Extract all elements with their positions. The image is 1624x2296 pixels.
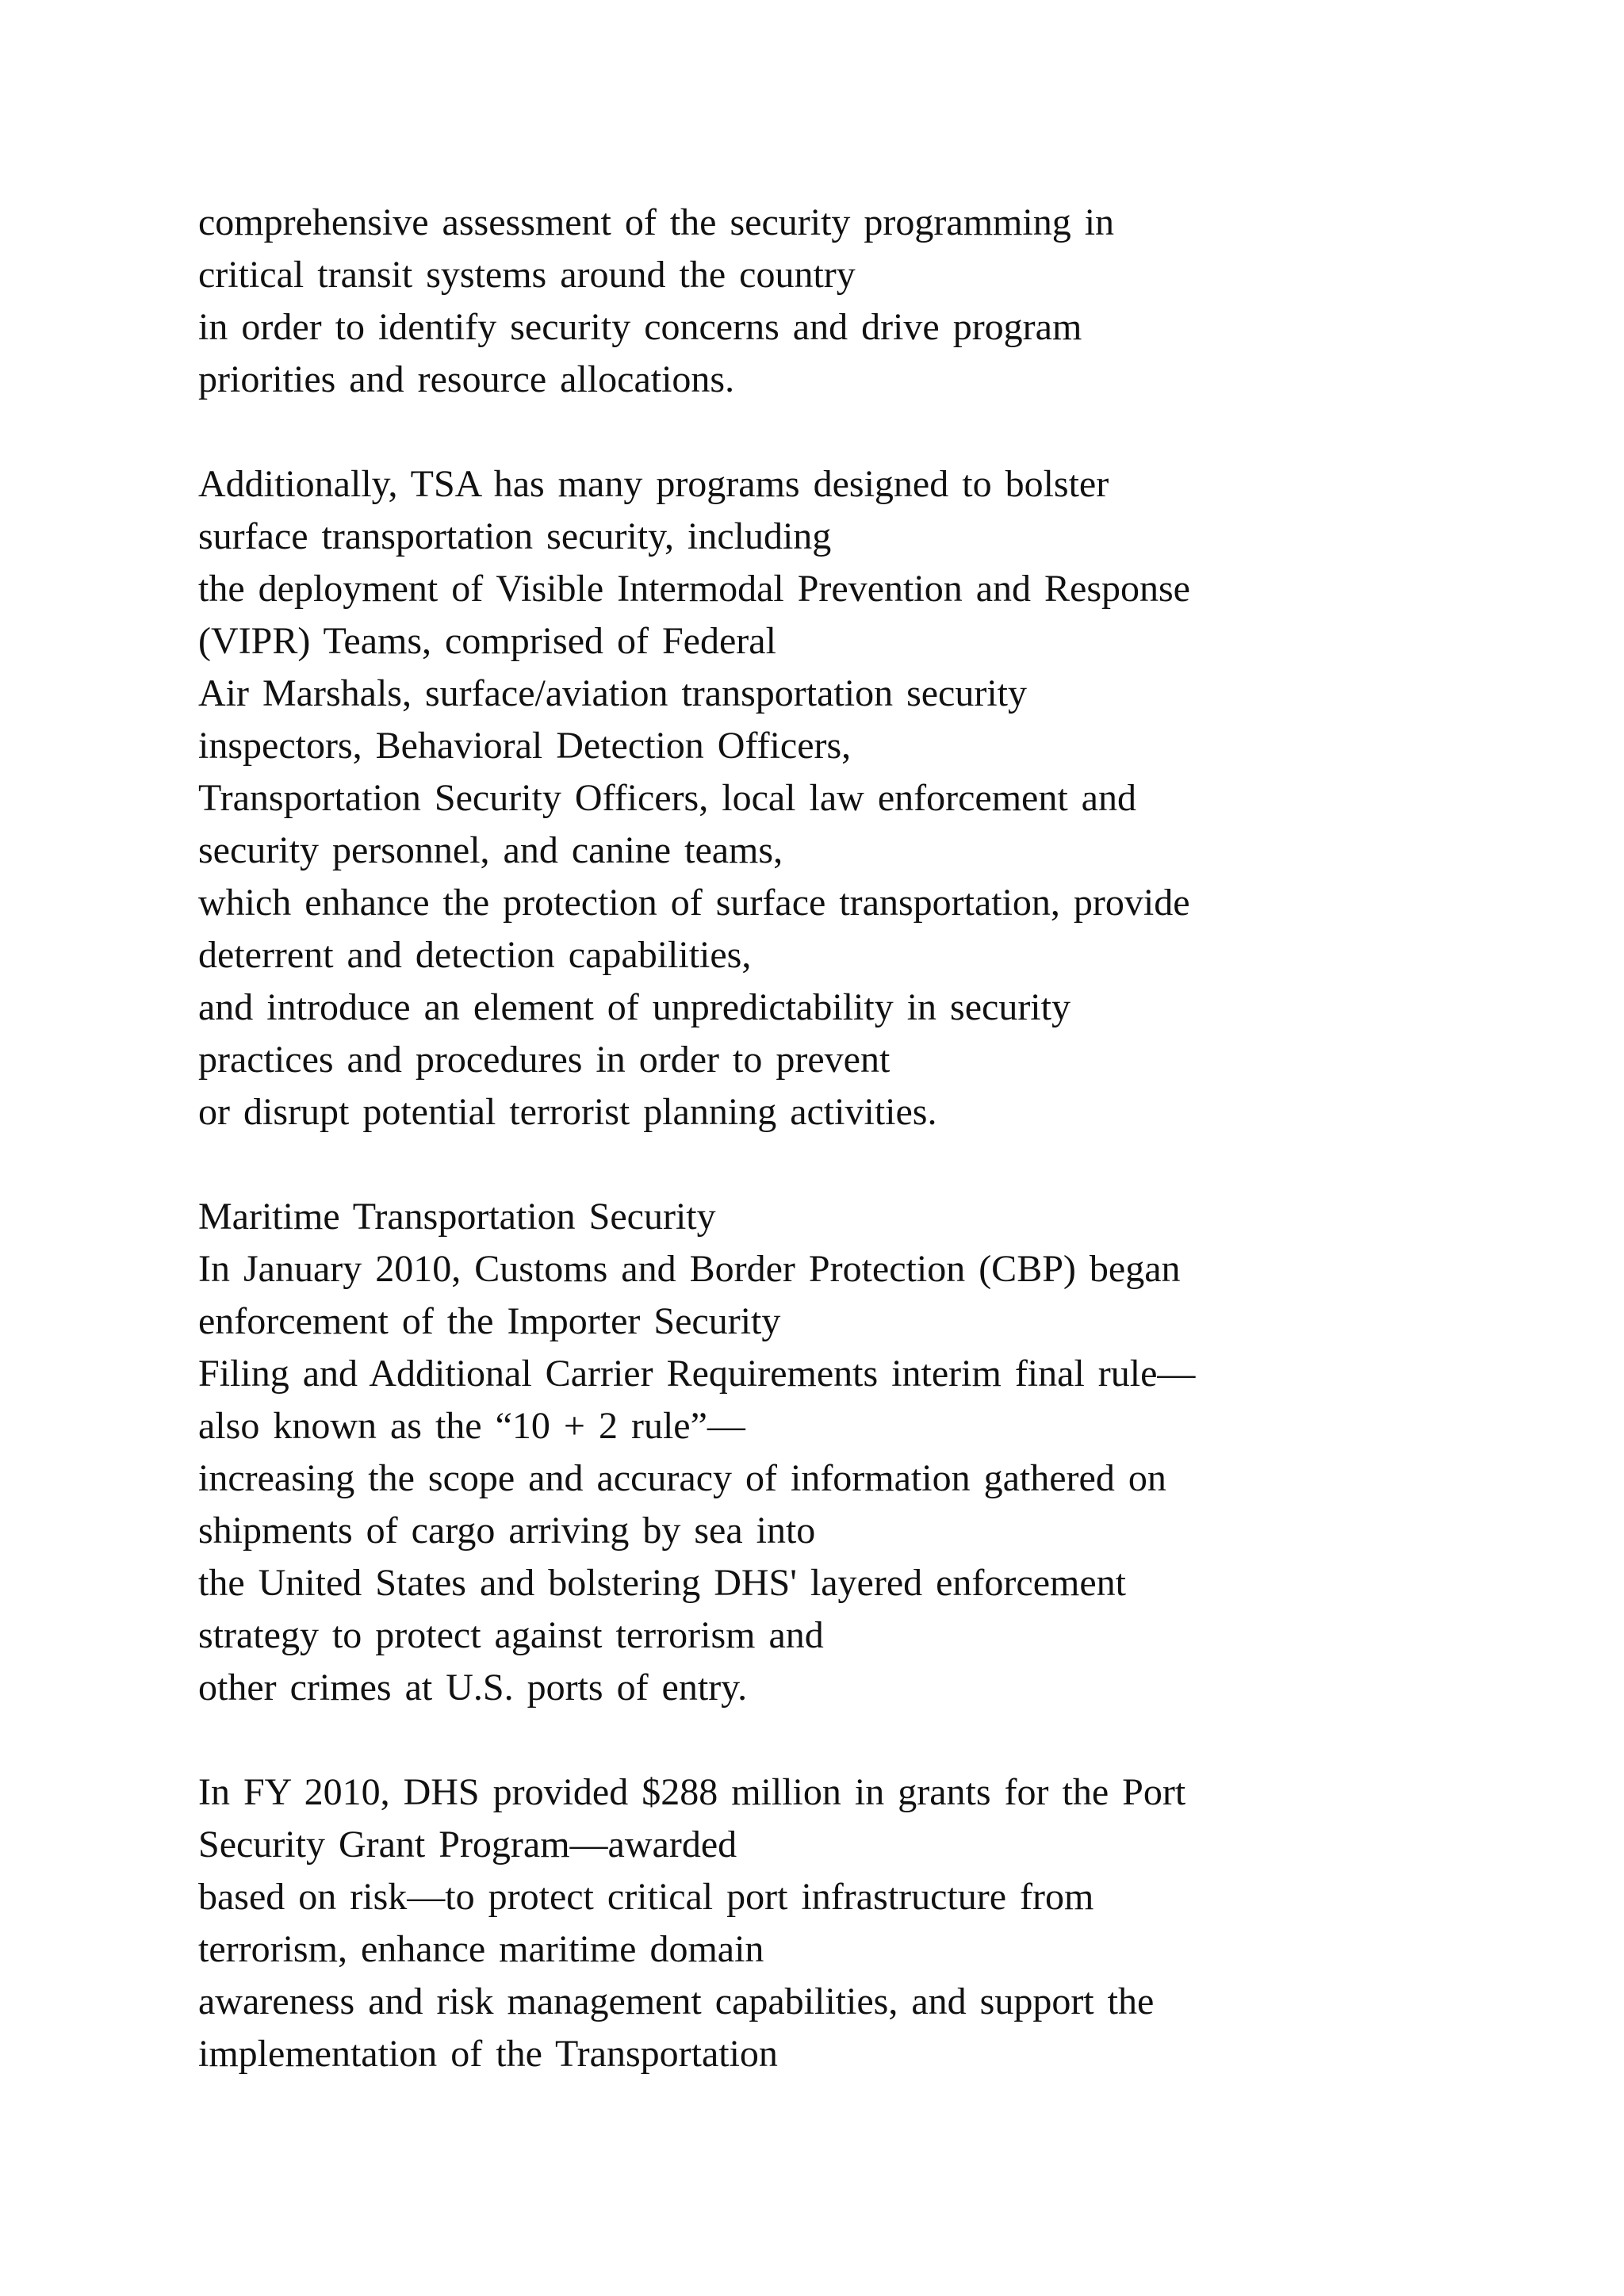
text-line: surface transportation security, including [198,515,832,557]
text-line: Air Marshals, surface/aviation transportation security [198,672,1028,714]
text-line: the United States and bolstering DHS' layered enforcement [198,1562,1126,1604]
text-line: in order to identify security concerns and drive program [198,306,1082,348]
text-line: awareness and risk management capabilities, and support the [198,1980,1155,2022]
text-line: or disrupt potential terrorist planning activities. [198,1091,937,1133]
text-line: Security Grant Program—awarded [198,1823,737,1866]
text-line: the deployment of Visible Intermodal Prevention and Response [198,568,1190,610]
text-line: In FY 2010, DHS provided $288 million in grants for the Port [198,1771,1186,1813]
text-line: which enhance the protection of surface transportation, provide [198,882,1190,924]
text-line: security personnel, and canine teams, [198,829,783,871]
text-line: increasing the scope and accuracy of information gathered on [198,1457,1166,1499]
text-line: shipments of cargo arriving by sea into [198,1510,816,1552]
text-line: other crimes at U.S. ports of entry. [198,1667,748,1709]
text-line: Filing and Additional Carrier Requirements interim final rule— [198,1353,1196,1395]
paragraph-vipr-teams [198,458,1499,1138]
paragraph-port-security-grants [198,1766,1499,2080]
text-line: also known as the “10 + 2 rule”— [198,1405,745,1447]
paragraph-gap [198,1714,1499,1766]
text-line: priorities and resource allocations. [198,358,735,400]
paragraph-maritime-security [198,1191,1499,1714]
text-line: strategy to protect against terrorism and [198,1614,824,1656]
text-line: In January 2010, Customs and Border Protection (CBP) began [198,1248,1181,1290]
text-line: practices and procedures in order to prevent [198,1039,891,1081]
text-line: Additionally, TSA has many programs designed to bolster [198,463,1109,505]
text-line: based on risk—to protect critical port infrastructure from [198,1876,1094,1918]
text-line: deterrent and detection capabilities, [198,934,752,976]
paragraph-gap [198,406,1499,458]
paragraph-gap [198,1138,1499,1191]
text-line: and introduce an element of unpredictability in security [198,986,1071,1028]
section-heading: Maritime Transportation Security [198,1196,716,1238]
text-line: terrorism, enhance maritime domain [198,1928,764,1970]
paragraph-transit-assessment [198,197,1499,406]
text-line: Transportation Security Officers, local law enforcement and [198,777,1136,819]
text-line: comprehensive assessment of the security programming in [198,201,1115,243]
text-line: implementation of the Transportation [198,2033,778,2075]
text-line: inspectors, Behavioral Detection Officers, [198,725,852,767]
text-line: (VIPR) Teams, comprised of Federal [198,620,776,662]
text-line: critical transit systems around the country [198,254,856,296]
document-body [198,197,1499,2080]
text-line: enforcement of the Importer Security [198,1300,781,1342]
